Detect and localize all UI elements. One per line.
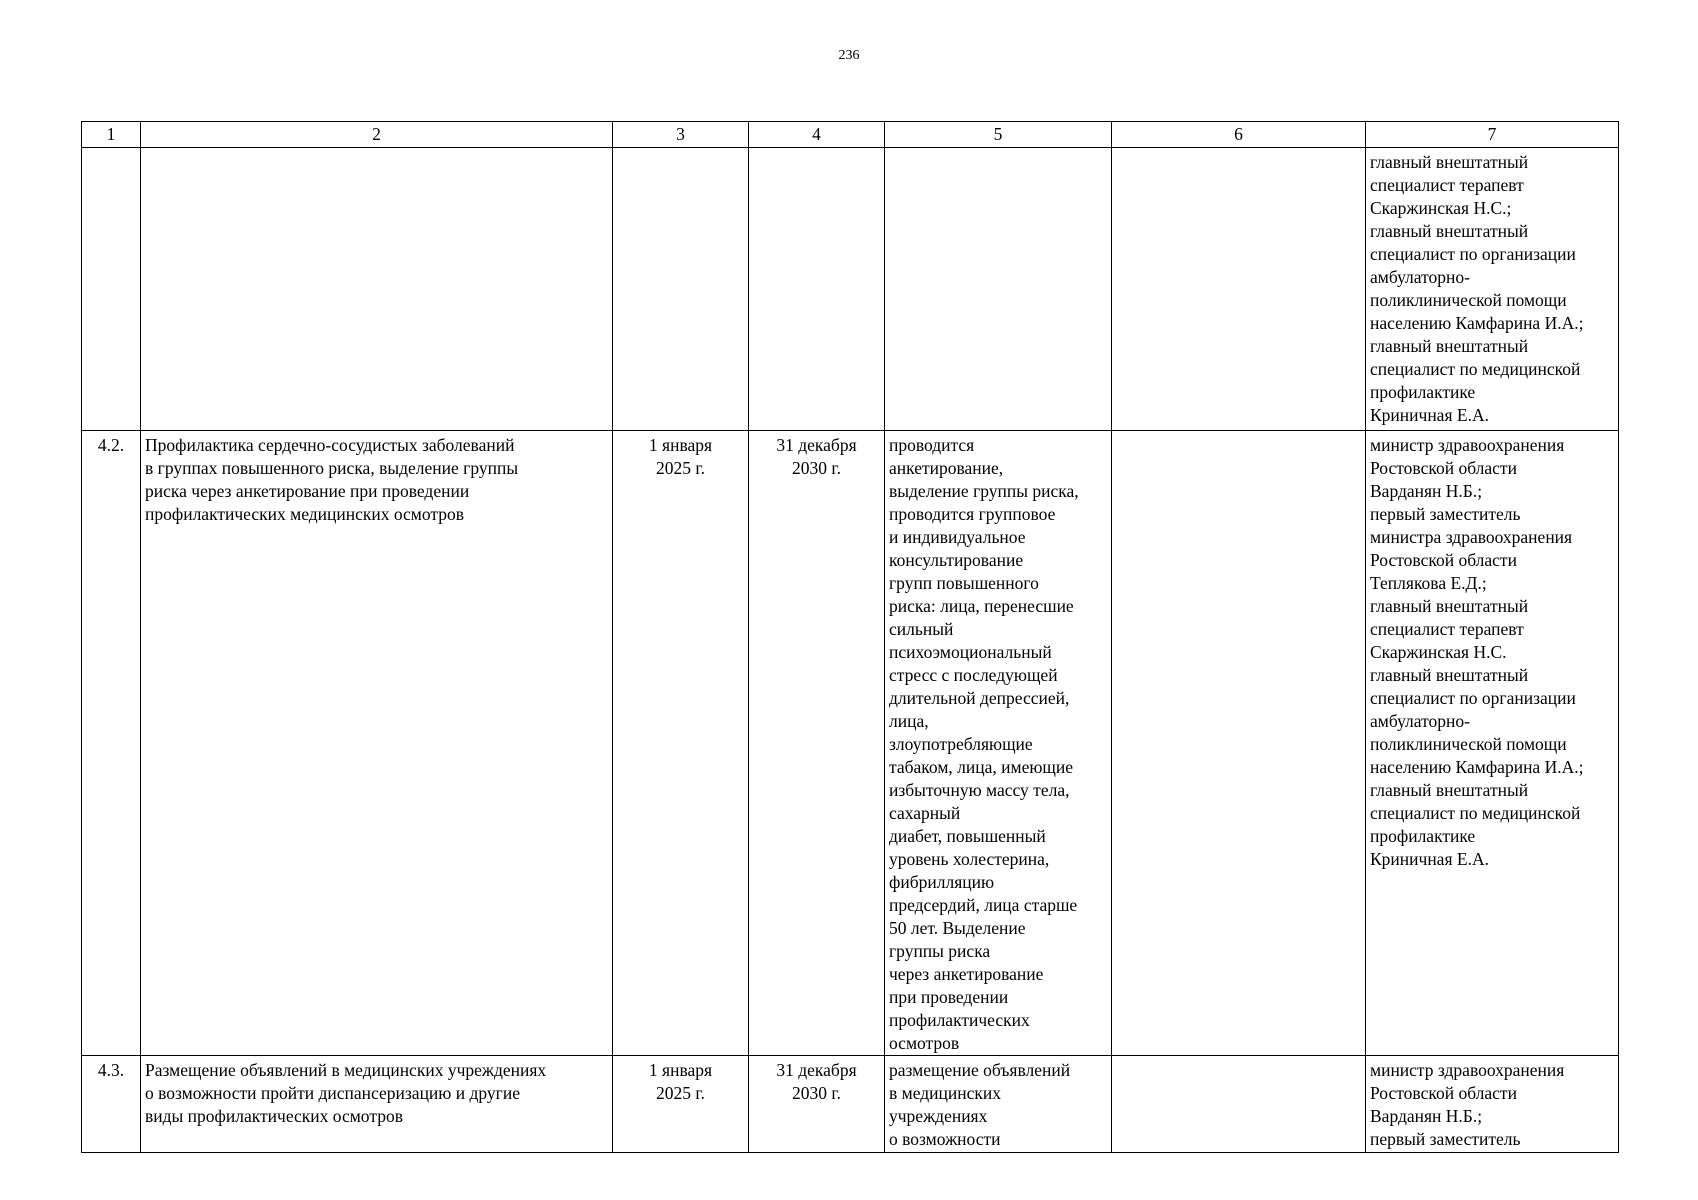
column-header-5: 5 <box>885 122 1112 148</box>
table-row <box>82 1056 1619 1153</box>
end-date <box>749 148 885 431</box>
responsible-persons: министр здравоохранения Ростовской области Варданян Н.Б.; первый заместитель министра здравоохранения Ростовской области Теплякова Е.Д.; главный внештатный специалист терапевт Скаржинская Н.С. главный внештатный специалист по организации амбулаторно- поликлинической помощи населению Камфарина И.А.; главный внештатный специалист по медицинской профилактике Криничная Е.А. <box>1366 431 1619 1056</box>
start-date: 1 января 2025 г. <box>613 1056 749 1153</box>
column-6-cell <box>1112 148 1366 431</box>
header-row <box>82 122 1619 148</box>
expected-result <box>885 148 1112 431</box>
column-header-2: 2 <box>141 122 613 148</box>
measure-name: Профилактика сердечно-сосудистых заболеваний в группах повышенного риска, выделение группы риска через анкетирование при проведении профилактических медицинских осмотров <box>141 431 613 1056</box>
column-header-7: 7 <box>1366 122 1619 148</box>
column-6-cell <box>1112 1056 1366 1153</box>
measures-table <box>81 121 1619 1153</box>
end-date: 31 декабря 2030 г. <box>749 431 885 1056</box>
measure-name <box>141 148 613 431</box>
column-header-6: 6 <box>1112 122 1366 148</box>
start-date: 1 января 2025 г. <box>613 431 749 1056</box>
row-number: 4.3. <box>82 1056 141 1153</box>
expected-result: размещение объявлений в медицинских учреждениях о возможности <box>885 1056 1112 1153</box>
table-row <box>82 148 1619 431</box>
responsible-persons: главный внештатный специалист терапевт Скаржинская Н.С.; главный внештатный специалист по организации амбулаторно- поликлинической помощи населению Камфарина И.А.; главный внештатный специалист по медицинской профилактике Криничная Е.А. <box>1366 148 1619 431</box>
measure-name: Размещение объявлений в медицинских учреждениях о возможности пройти диспансеризацию и другие виды профилактических осмотров <box>141 1056 613 1153</box>
row-number: 4.2. <box>82 431 141 1056</box>
row-number <box>82 148 141 431</box>
column-header-4: 4 <box>749 122 885 148</box>
expected-result: проводится анкетирование, выделение группы риска, проводится групповое и индивидуальное консультирование групп повышенного риска: лица, перенесшие сильный психоэмоциональный стресс с последующей длительной депрессией, лица, злоупотребляющие табаком, лица, имеющие избыточную массу тела, сахарный диабет, повышенный уровень холестерина, фибрилляцию предсердий, лица старше 50 лет. Выделение группы риска через анкетирование при проведении профилактических осмотров <box>885 431 1112 1056</box>
responsible-persons: министр здравоохранения Ростовской области Варданян Н.Б.; первый заместитель <box>1366 1056 1619 1153</box>
column-header-3: 3 <box>613 122 749 148</box>
page-number: 236 <box>838 48 860 63</box>
column-header-1: 1 <box>82 122 141 148</box>
start-date <box>613 148 749 431</box>
column-6-cell <box>1112 431 1366 1056</box>
table-row <box>82 431 1619 1056</box>
end-date: 31 декабря 2030 г. <box>749 1056 885 1153</box>
